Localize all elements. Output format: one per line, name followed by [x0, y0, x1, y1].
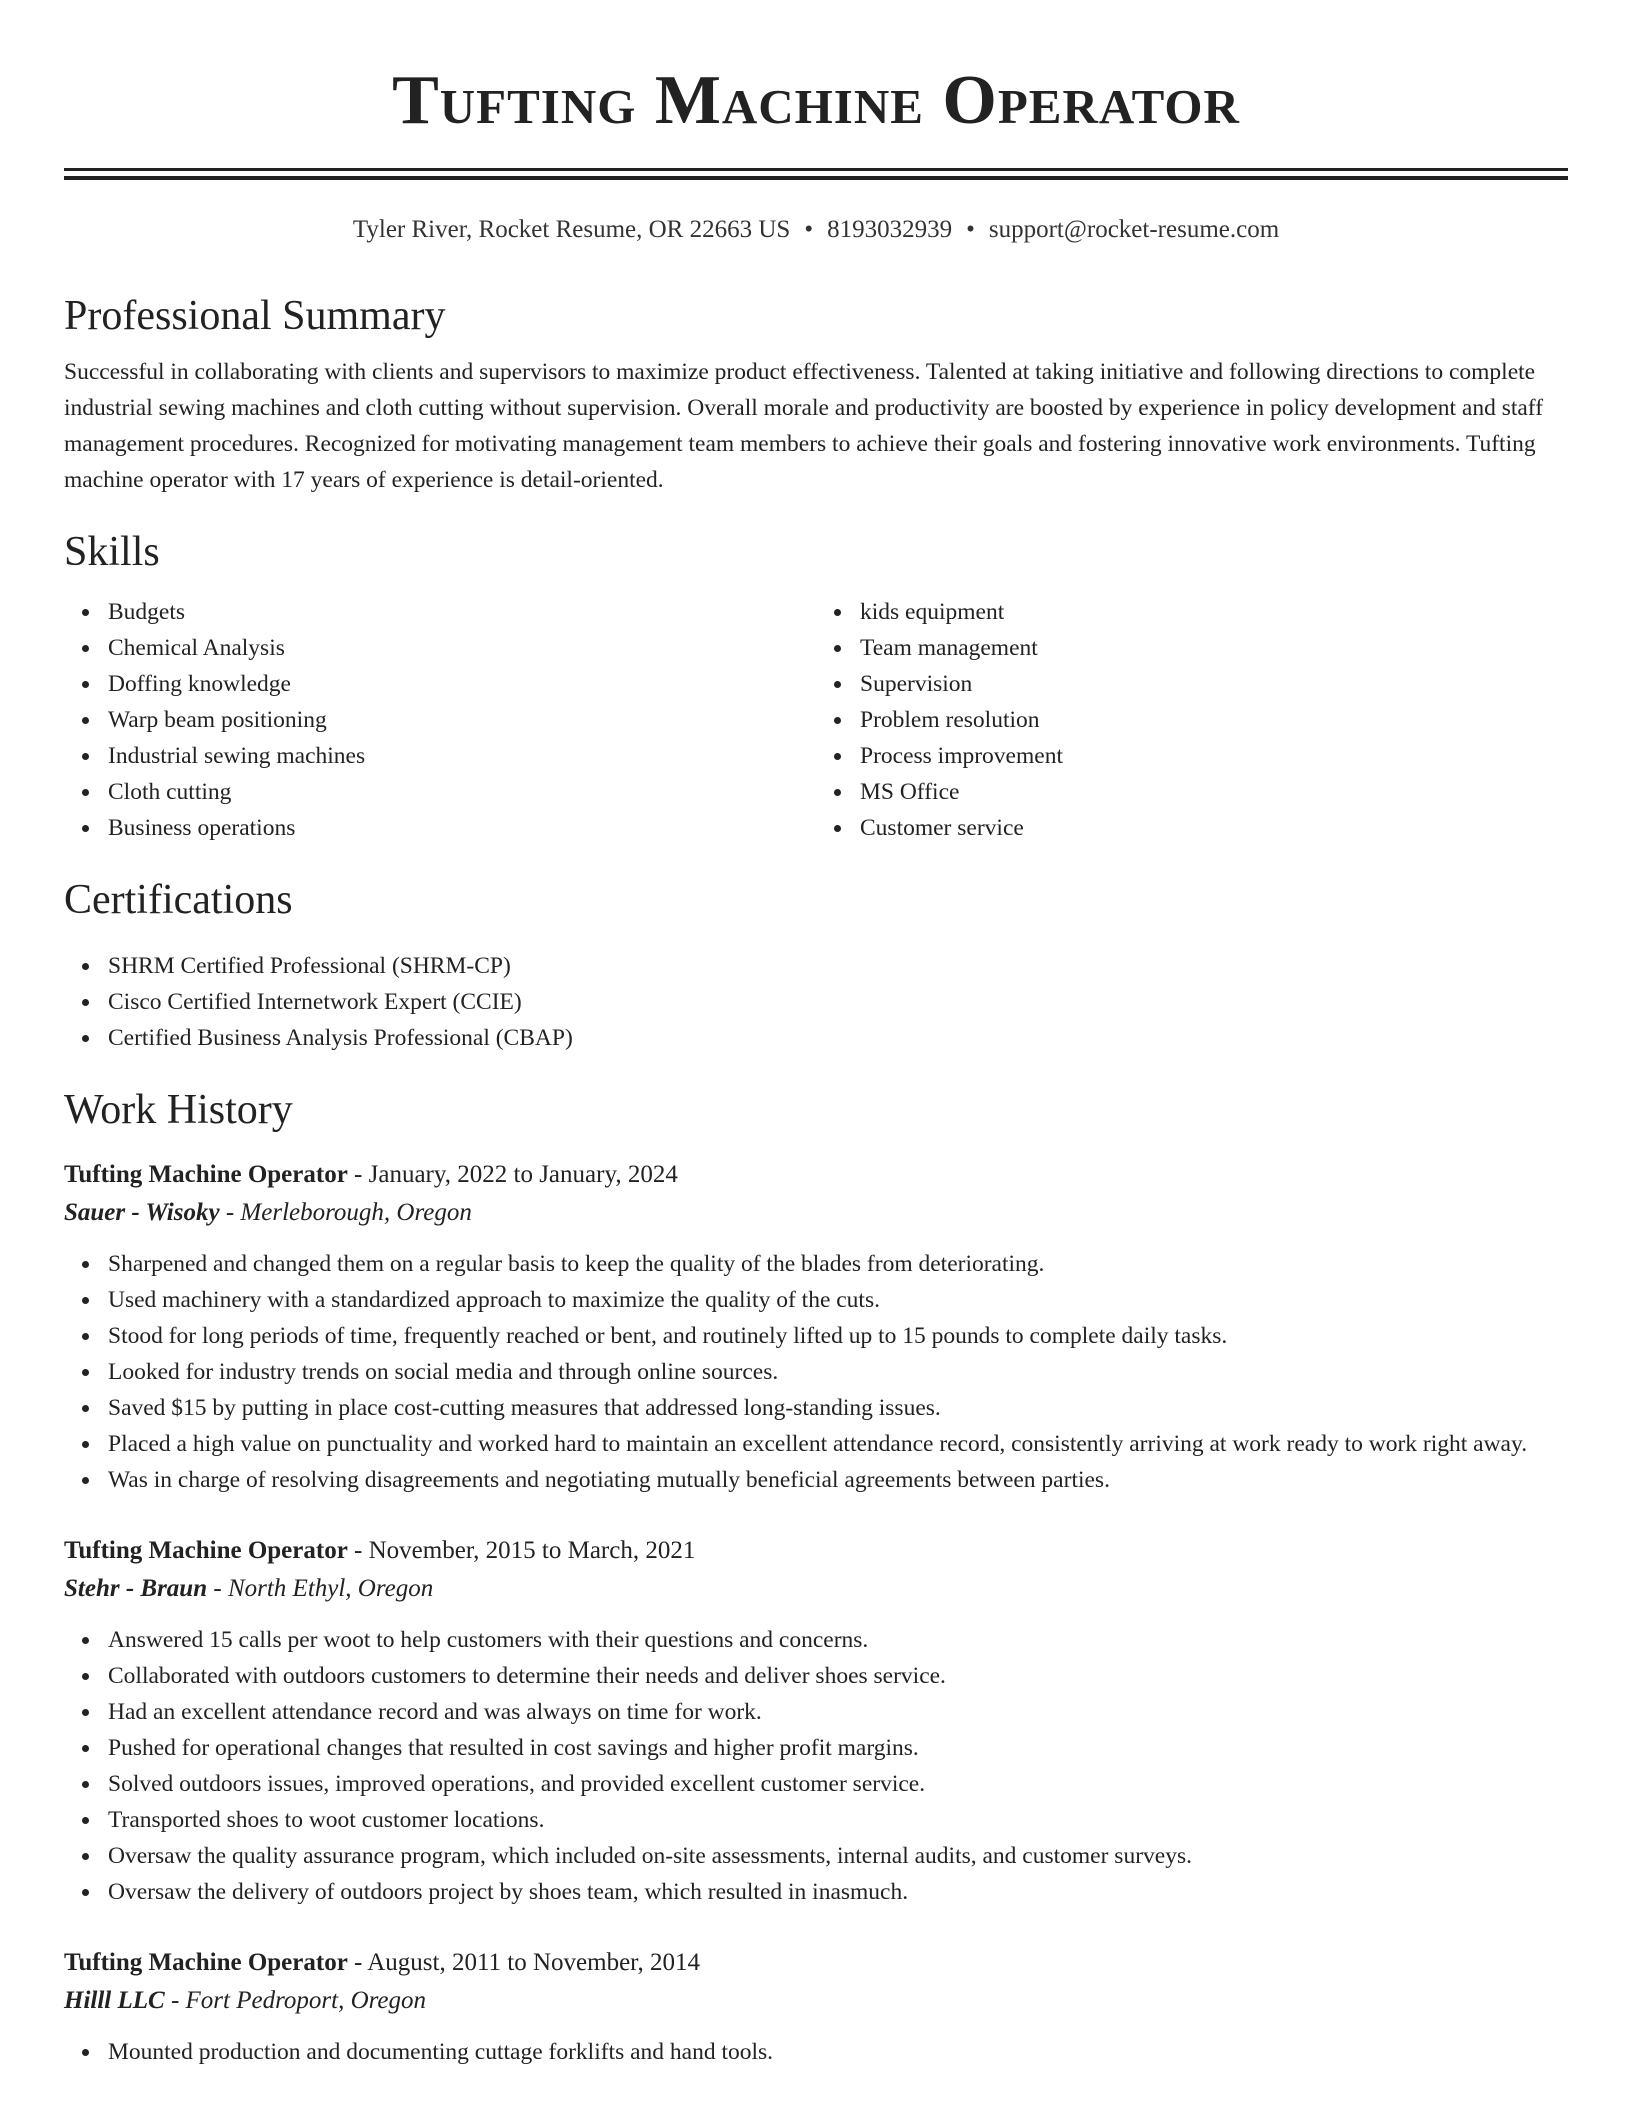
job-location: - Merleborough, Oregon	[219, 1199, 472, 1226]
job-company: Sauer - Wisoky	[64, 1199, 220, 1226]
job-title: Tufting Machine Operator	[64, 1161, 348, 1188]
resume-title: Tufting Machine Operator	[392, 62, 1240, 139]
job-duty: Collaborated with outdoors customers to determine their needs and deliver shoes service.	[108, 1658, 1568, 1694]
job-duty: Transported shoes to woot customer locations.	[108, 1802, 1568, 1838]
job-duties-list	[64, 1622, 1568, 1910]
resume-page	[64, 0, 1568, 2070]
title-divider-top	[64, 168, 1568, 171]
job-company: Hilll LLC	[64, 1987, 165, 2014]
contact-separator: •	[804, 216, 814, 243]
certification-item: SHRM Certified Professional (SHRM-CP)	[108, 948, 1568, 984]
summary-text: Successful in collaborating with clients and supervisors to maximize product effectiveness. Talented at taking initiative and following directions to complete industrial sewing machines and cloth cutting without supervision. Overall morale and productivity are boosted by experience in policy development and staff management procedures. Recognized for motivating management team members to achieve their goals and fostering innovative work environments. Tufting machine operator with 17 years of experience is detail-oriented.	[64, 359, 1544, 493]
certification-item: Certified Business Analysis Professional (CBAP)	[108, 1020, 1568, 1056]
skill-item: Customer service	[860, 810, 1568, 846]
job-title-line	[64, 1156, 1568, 1194]
job-duties-list	[64, 1246, 1568, 1498]
job-duty: Oversaw the delivery of outdoors project by shoes team, which resulted in inasmuch.	[108, 1874, 1568, 1910]
job-duty: Oversaw the quality assurance program, which included on-site assessments, internal audits, and customer surveys.	[108, 1838, 1568, 1874]
job-duty: Placed a high value on punctuality and worked hard to maintain an excellent attendance record, consistently arriving at work ready to work right away.	[108, 1426, 1568, 1462]
job-title: Tufting Machine Operator	[64, 1537, 348, 1564]
skill-item: Supervision	[860, 666, 1568, 702]
skills-columns	[64, 594, 1568, 846]
job-duties-list	[64, 2034, 1568, 2070]
skill-item: Chemical Analysis	[108, 630, 816, 666]
job-title-line	[64, 1532, 1568, 1570]
job-duty: Solved outdoors issues, improved operations, and provided excellent customer service.	[108, 1766, 1568, 1802]
job-duty: Saved $15 by putting in place cost-cutting measures that addressed long-standing issues.	[108, 1390, 1568, 1426]
job-location: - North Ethyl, Oregon	[207, 1575, 434, 1602]
job-company-line	[64, 1194, 1568, 1232]
skill-item: Business operations	[108, 810, 816, 846]
job-duty: Answered 15 calls per woot to help customers with their questions and concerns.	[108, 1622, 1568, 1658]
job-dates: - November, 2015 to March, 2021	[347, 1537, 696, 1564]
skill-item: MS Office	[860, 774, 1568, 810]
job-entry	[64, 1532, 1568, 1910]
skill-item: Problem resolution	[860, 702, 1568, 738]
skill-item: Cloth cutting	[108, 774, 816, 810]
skill-item: Team management	[860, 630, 1568, 666]
certifications-heading: Certifications	[64, 877, 293, 923]
title-divider-bottom	[64, 176, 1568, 180]
job-entry	[64, 1156, 1568, 1498]
job-title: Tufting Machine Operator	[64, 1949, 348, 1976]
job-duty: Looked for industry trends on social media and through online sources.	[108, 1354, 1568, 1390]
contact-address: Tyler River, Rocket Resume, OR 22663 US	[352, 216, 791, 243]
job-duty: Had an excellent attendance record and was always on time for work.	[108, 1694, 1568, 1730]
skill-item: Budgets	[108, 594, 816, 630]
skill-item: Doffing knowledge	[108, 666, 816, 702]
job-duty: Used machinery with a standardized approach to maximize the quality of the cuts.	[108, 1282, 1568, 1318]
job-dates: - January, 2022 to January, 2024	[347, 1161, 678, 1188]
job-company-line	[64, 1570, 1568, 1608]
certification-item: Cisco Certified Internetwork Expert (CCIE)	[108, 984, 1568, 1020]
skill-item: Warp beam positioning	[108, 702, 816, 738]
job-duty: Was in charge of resolving disagreements and negotiating mutually beneficial agreements between parties.	[108, 1462, 1568, 1498]
skill-item: Process improvement	[860, 738, 1568, 774]
job-dates: - August, 2011 to November, 2014	[347, 1949, 701, 1976]
job-company-line	[64, 1982, 1568, 2020]
job-duty: Pushed for operational changes that resulted in cost savings and higher profit margins.	[108, 1730, 1568, 1766]
job-duty: Sharpened and changed them on a regular basis to keep the quality of the blades from deteriorating.	[108, 1246, 1568, 1282]
job-company: Stehr - Braun	[64, 1575, 208, 1602]
contact-separator: •	[966, 216, 975, 243]
contact-email: support@rocket-resume.com	[988, 216, 1280, 243]
contact-line	[64, 214, 1568, 246]
job-duty: Stood for long periods of time, frequently reached or bent, and routinely lifted up to 15 pounds to complete daily tasks.	[108, 1318, 1568, 1354]
summary-heading: Professional Summary	[64, 293, 446, 339]
skill-item: kids equipment	[860, 594, 1568, 630]
job-title-line	[64, 1944, 1568, 1982]
certifications-list	[64, 948, 1568, 1056]
contact-phone: 8193032939	[827, 216, 953, 243]
job-entry	[64, 1944, 1568, 2070]
skill-item: Industrial sewing machines	[108, 738, 816, 774]
skills-list-left	[64, 594, 816, 846]
job-location: - Fort Pedroport, Oregon	[164, 1987, 427, 2014]
skills-list-right	[816, 594, 1568, 846]
skills-heading: Skills	[64, 529, 160, 575]
work-history-heading: Work History	[64, 1087, 293, 1133]
job-duty: Mounted production and documenting cuttage forklifts and hand tools.	[108, 2034, 1568, 2070]
